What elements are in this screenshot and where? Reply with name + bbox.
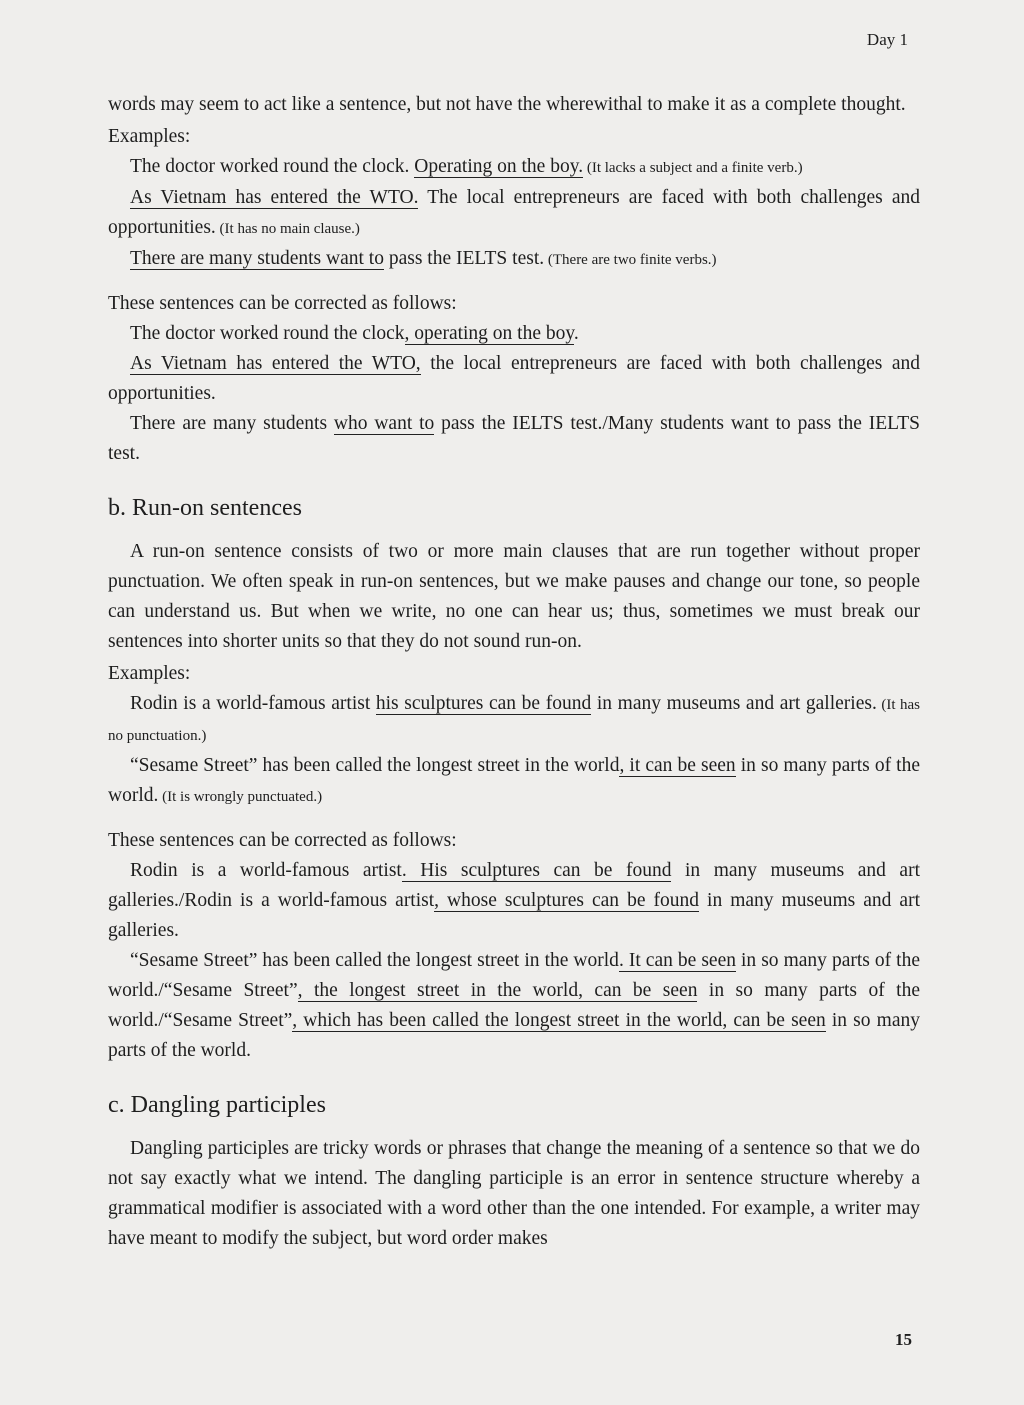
run-on-paragraph: A run-on sentence consists of two or more main clauses that are run together without proper punctuation. We often speak in run-on sentences, but we make pauses and change our tone, so people can understand us. But when we write, no one can hear us; thus, sometimes we must break our sentences into shorter units so that they do not sound run-on. <box>108 541 920 652</box>
run-on-example-2: “Sesame Street” has been called the longest street in the world, it can be seen in so many parts of the world. (It is wrongly punctuated.) <box>108 755 920 806</box>
run-on-example-1: Rodin is a world-famous artist his sculptures can be found in many museums and art galleries. (It has no punctuation.) <box>108 693 920 744</box>
fragment-fix-1: The doctor worked round the clock, operating on the boy. <box>130 323 579 344</box>
fragment-example-1: The doctor worked round the clock. Operating on the boy. (It lacks a subject and a finite verb.) <box>130 156 803 177</box>
run-on-examples-label: Examples: <box>108 663 191 684</box>
page-number: 15 <box>895 1330 912 1349</box>
fragment-example-3: There are many students want to pass the IELTS test. (There are two finite verbs.) <box>130 248 717 269</box>
fragment-fix-2: As Vietnam has entered the WTO, the local entrepreneurs are faced with both challenges and opportunities. <box>108 353 920 404</box>
examples-label: Examples: <box>108 126 191 147</box>
fragment-example-2: As Vietnam has entered the WTO. The local entrepreneurs are faced with both challenges and opportunities. (It has no main clause.) <box>108 187 921 238</box>
page-body <box>108 90 920 1254</box>
run-on-fix-2: “Sesame Street” has been called the longest street in the world. It can be seen in so many parts of the world./“Sesame Street”, the longest street in the world, can be seen in so many parts of the world./“Sesame Street”, which has been called the longest street in the world, can be seen in so many parts of the world. <box>108 950 920 1061</box>
run-on-corrected-label: These sentences can be corrected as follows: <box>108 830 457 851</box>
fragments-corrected-label: These sentences can be corrected as follows: <box>108 293 457 314</box>
run-on-fix-1: Rodin is a world-famous artist. His sculptures can be found in many museums and art galleries./Rodin is a world-famous artist, whose sculptures can be found in many museums and art galleries. <box>108 860 921 941</box>
section-heading-run-on: b. Run-on sentences <box>108 495 302 521</box>
running-header: Day 1 <box>866 30 908 49</box>
dangling-paragraph: Dangling participles are tricky words or phrases that change the meaning of a sentence so that we do not say exactly what we intend. The dangling participle is an error in sentence structure whereby a grammatical modifier is associated with a word other than the one intended. For example, a writer may have meant to modify the subject, but word order makes <box>108 1138 920 1249</box>
section-heading-dangling: c. Dangling participles <box>108 1092 326 1118</box>
fragment-fix-3: There are many students who want to pass the IELTS test./Many students want to pass the IELTS test. <box>108 413 921 464</box>
intro-paragraph: words may seem to act like a sentence, but not have the wherewithal to make it as a complete thought. <box>108 94 906 115</box>
